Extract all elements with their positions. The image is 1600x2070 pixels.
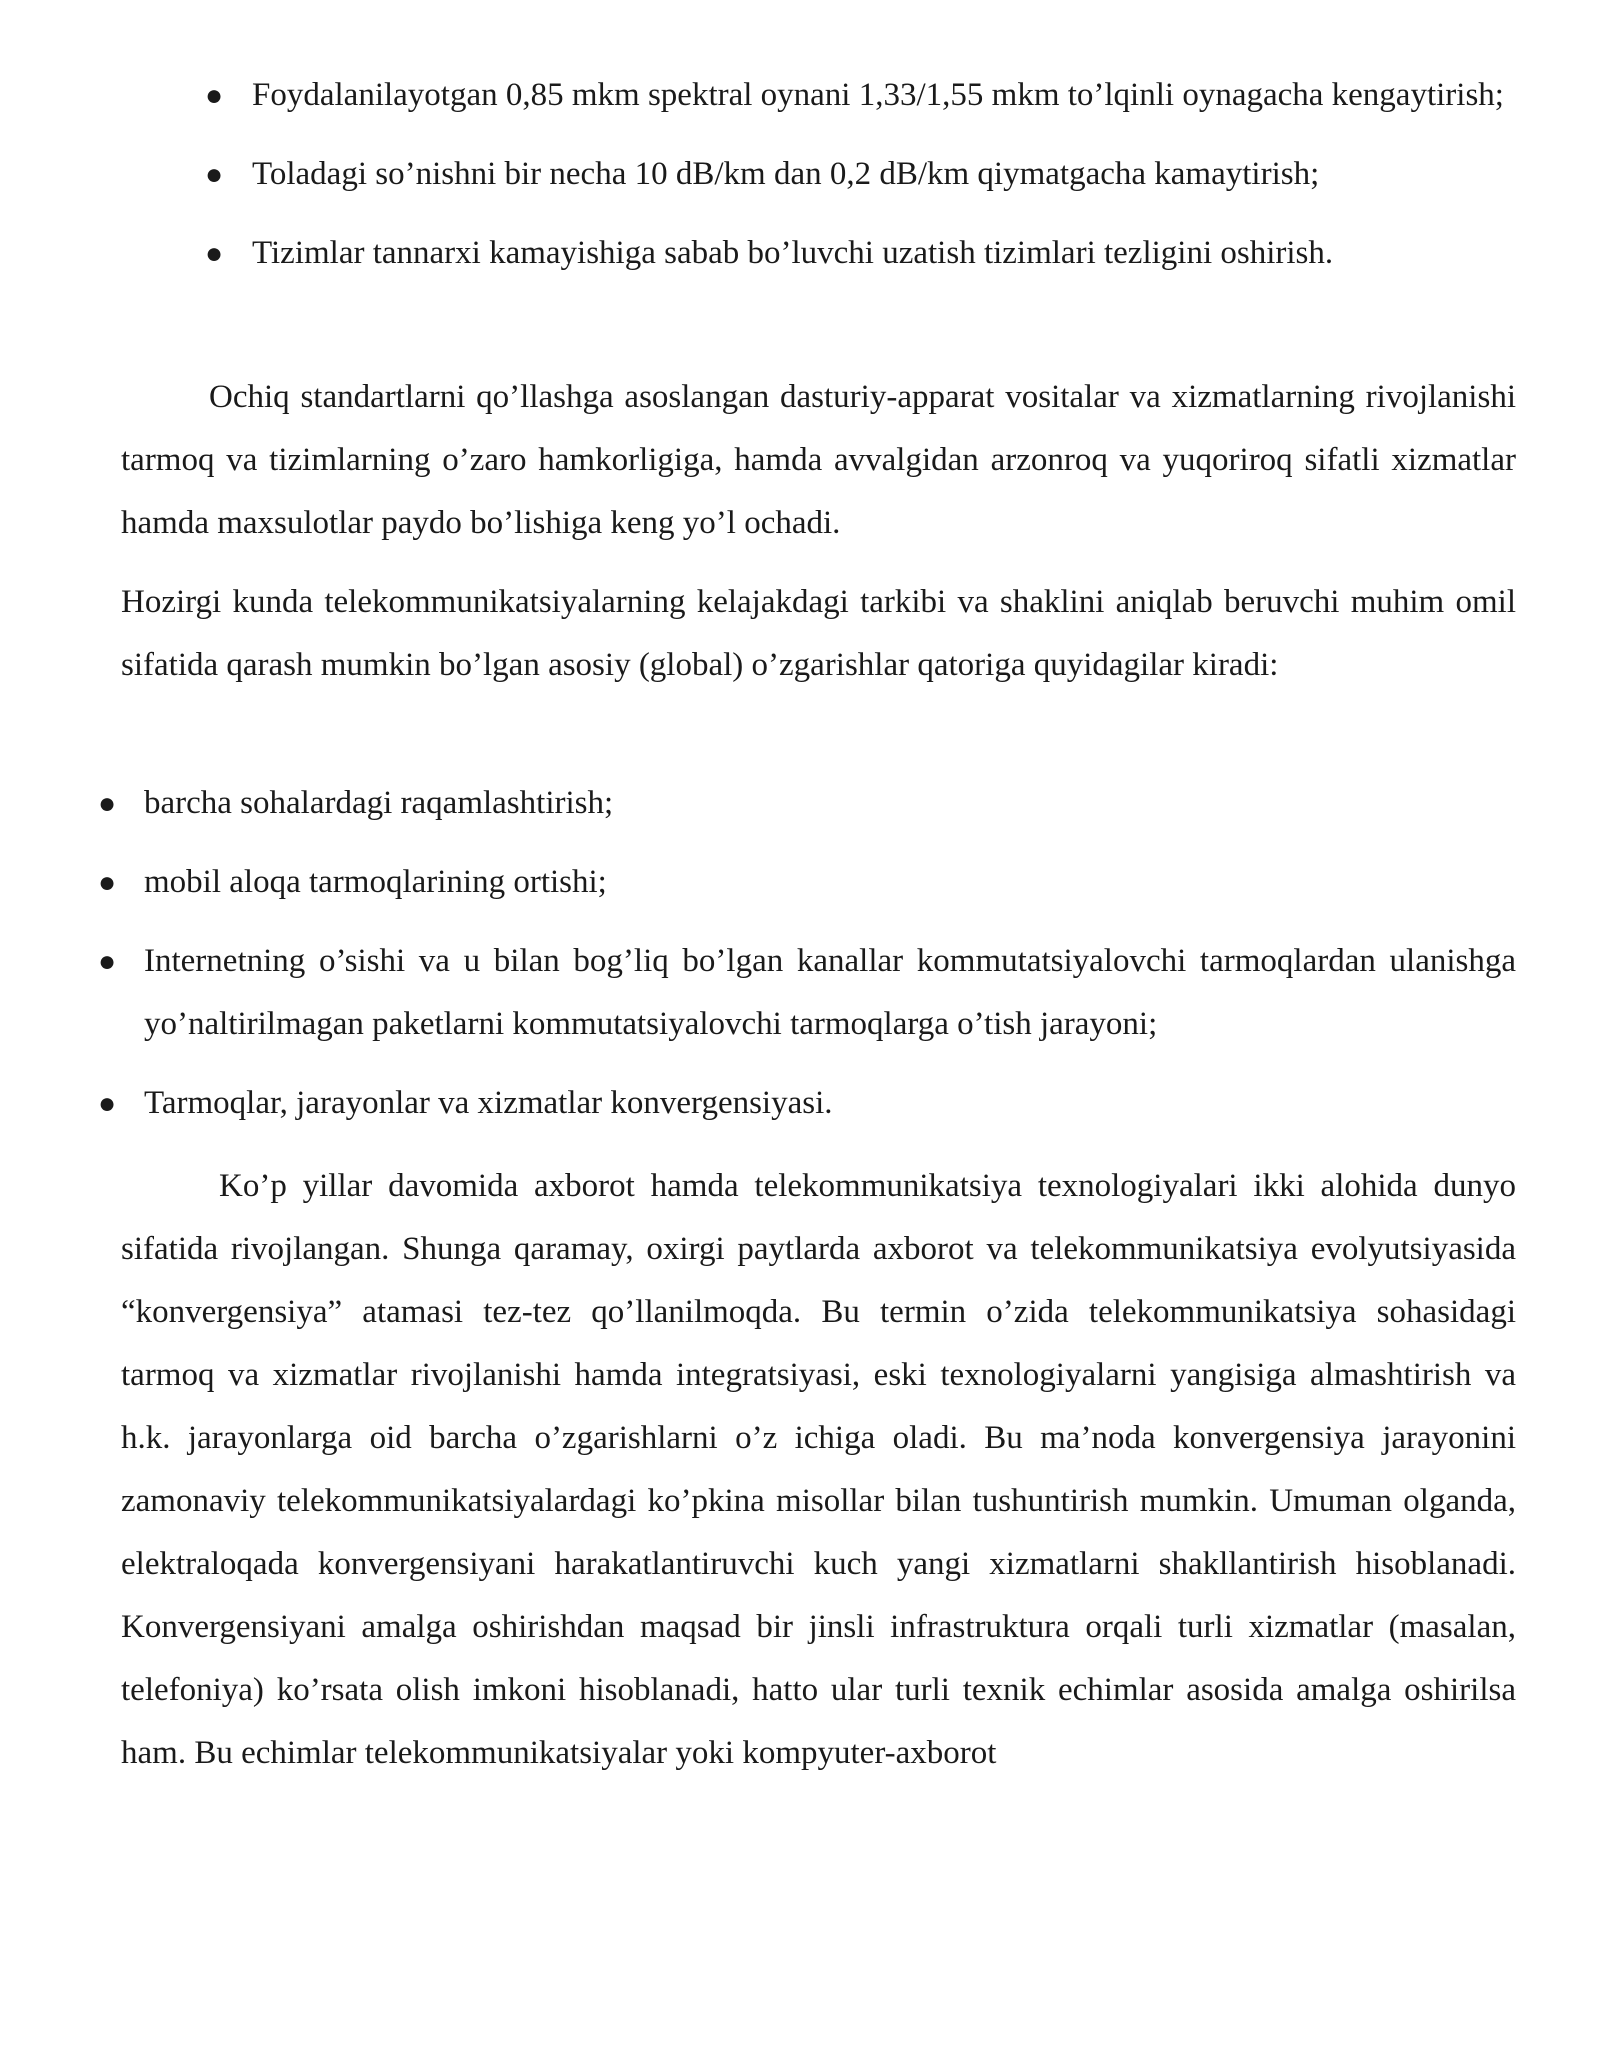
bullet-icon: ● [205, 158, 224, 191]
list-item [205, 143, 1516, 206]
list-item [98, 851, 1516, 914]
list-item [205, 64, 1516, 127]
global-changes-bullet-list [98, 772, 1516, 1151]
list-item [98, 1072, 1516, 1135]
list-item [98, 772, 1516, 835]
bullet-icon: ● [98, 787, 117, 820]
list-item-text: mobil aloqa tarmoqlarining ortishi; [144, 864, 607, 900]
feature-bullet-list [205, 64, 1516, 301]
list-item [205, 222, 1516, 285]
paragraph-convergence: Ko’p yillar davomida axborot hamda telekommunikatsiya texnologiyalari ikki alohida dunyo sifatida rivojlangan. Shunga qaramay, oxirgi paytlarda axborot va telekommunikatsiya evolyutsiyasida “konvergensiya” atamasi tez-tez qo’llanilmoqda. Bu termin o’zida telekommunikatsiya sohasidagi tarmoq va xizmatlar rivojlanishi hamda integratsiyasi, eski texnologiyalarni yangisiga almashtirish va h.k. jarayonlarga oid barcha o’zgarishlarni o’z ichiga oladi. Bu ma’noda konvergensiya jarayonini zamonaviy telekommunikatsiyalardagi ko’pkina misollar bilan tushuntirish mumkin. Umuman olganda, elektraloqada konvergensiyani harakatlantiruvchi kuch yangi xizmatlarni shakllantirish hisoblanadi. Konvergensiyani amalga oshirishdan maqsad bir jinsli infrastruktura orqali turli xizmatlar (masalan, telefoniya) ko’rsata olish imkoni hisoblanadi, hatto ular turli texnik echimlar asosida amalga oshirilsa ham. Bu echimlar telekommunikatsiyalar yoki kompyuter-axborot [121, 1168, 1516, 1771]
list-item-text: Tarmoqlar, jarayonlar va xizmatlar konvergensiyasi. [144, 1085, 833, 1121]
list-item-text: Toladagi so’nishni bir necha 10 dB/km dan 0,2 dB/km qiymatgacha kamaytirish; [252, 156, 1320, 192]
bullet-icon: ● [98, 1087, 117, 1120]
bullet-icon: ● [98, 866, 117, 899]
bullet-icon: ● [205, 79, 224, 112]
bullet-icon: ● [205, 237, 224, 270]
list-item-text: Tizimlar tannarxi kamayishiga sabab bo’luvchi uzatish tizimlari tezligini oshirish. [252, 235, 1334, 271]
paragraph-global-changes: Hozirgi kunda telekommunikatsiyalarning kelajakdagi tarkibi va shaklini aniqlab beruvchi muhim omil sifatida qarash mumkin bo’lgan asosiy (global) o’zgarishlar qatoriga quyidagilar kiradi: [121, 584, 1516, 683]
list-item-text: Foydalanilayotgan 0,85 mkm spektral oynani 1,33/1,55 mkm to’lqinli oynagacha kengaytirish; [252, 77, 1504, 113]
bullet-icon: ● [98, 945, 117, 978]
list-item [98, 930, 1516, 1056]
list-item-text: Internetning o’sishi va u bilan bog’liq bo’lgan kanallar kommutatsiyalovchi tarmoqlardan ulanishga yo’naltirilmagan paketlarni kommutatsiyalovchi tarmoqlarga o’tish jarayoni; [144, 943, 1516, 1042]
paragraph-open-standards: Ochiq standartlarni qo’llashga asoslangan dasturiy-apparat vositalar va xizmatlarning rivojlanishi tarmoq va tizimlarning o’zaro hamkorligiga, hamda avvalgidan arzonroq va yuqoriroq sifatli xizmatlar hamda maxsulotlar paydo bo’lishiga keng yo’l ochadi. [121, 379, 1516, 541]
list-item-text: barcha sohalardagi raqamlashtirish; [144, 785, 614, 821]
